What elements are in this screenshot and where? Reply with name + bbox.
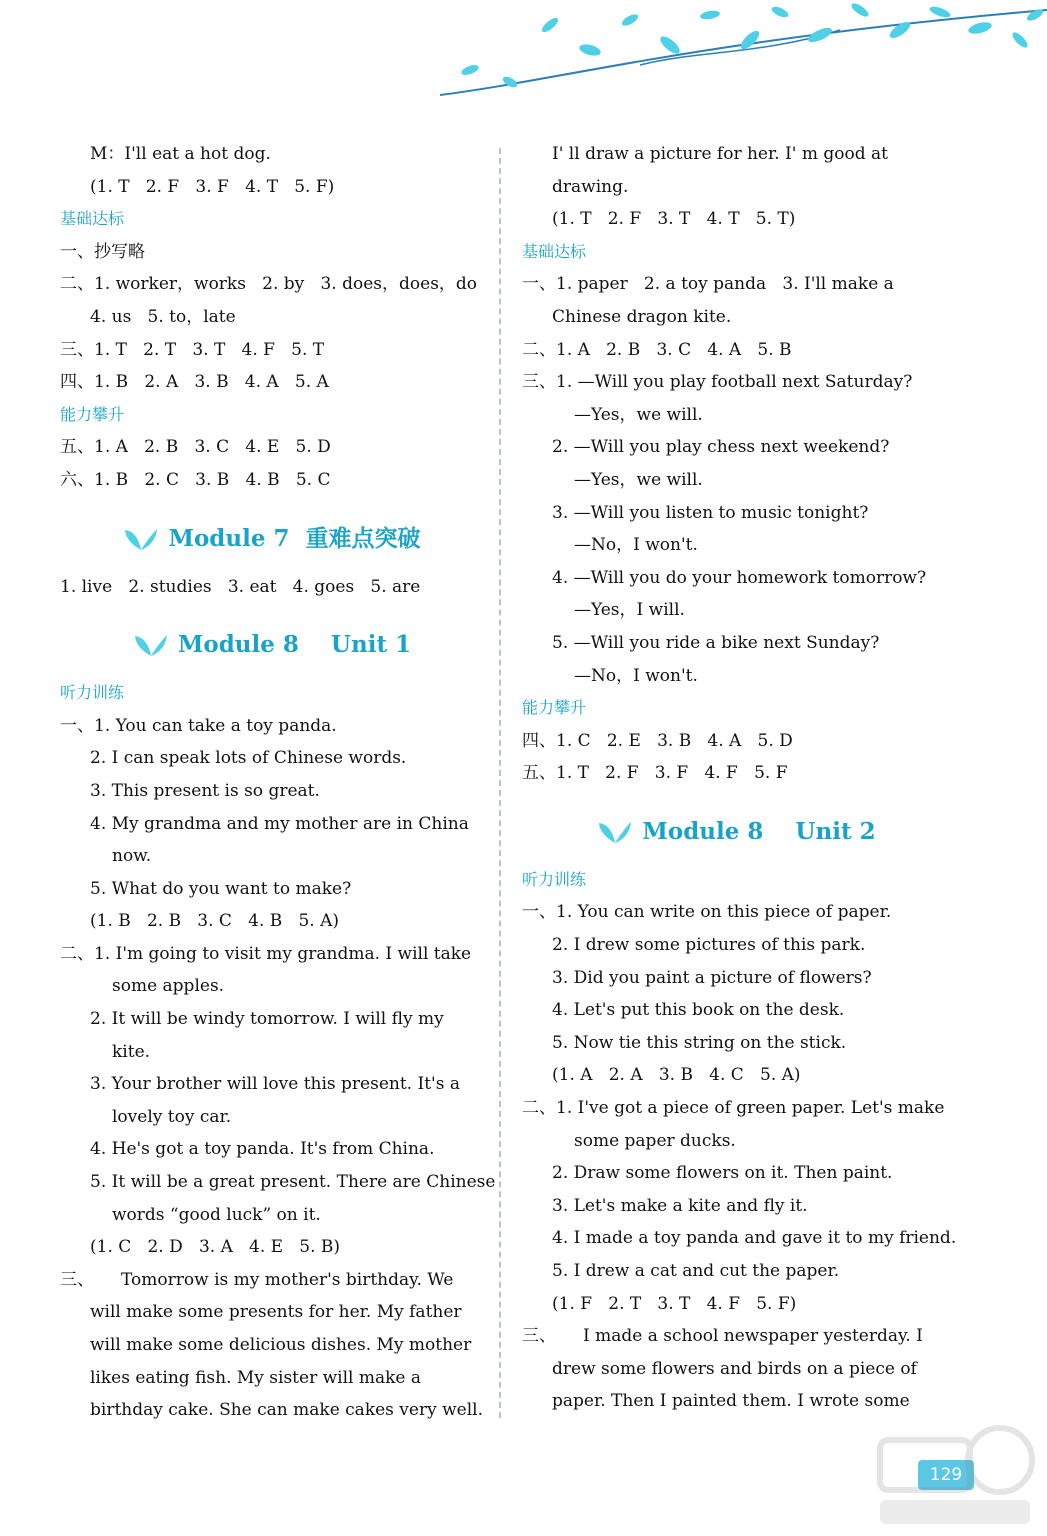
answer-line: 一、抄写略	[60, 241, 145, 262]
answer-line: 5. —Will you ride a bike next Sunday?	[552, 632, 880, 653]
answer-line: —Yes，we will.	[574, 469, 703, 490]
answer-line: Chinese dragon kite.	[552, 306, 732, 327]
section-label: 能力攀升	[522, 698, 587, 718]
answer-line: birthday cake. She can make cakes very well.	[90, 1400, 484, 1421]
answer-line: 二、1. I've got a piece of green paper. Let's make	[522, 1098, 945, 1119]
answer-line: 3. This present is so great.	[90, 780, 320, 801]
column-divider	[499, 148, 501, 1418]
answer-line: 三、1. T 2. T 3. T 4. F 5. T	[60, 339, 325, 360]
answer-line: 二、1. A 2. B 3. C 4. A 5. B	[522, 339, 792, 360]
module-heading-text: Module 7 重难点突破	[168, 524, 421, 552]
answer-line: 3. Let's make a kite and fly it.	[552, 1195, 808, 1216]
answer-line: some paper ducks.	[574, 1130, 736, 1151]
answer-line: drew some flowers and birds on a piece of	[552, 1358, 917, 1379]
answer-line: 2. Draw some flowers on it. Then paint.	[552, 1163, 893, 1184]
answer-line: (1. B 2. B 3. C 4. B 5. A)	[90, 911, 339, 932]
module-heading	[522, 800, 952, 864]
answer-line: 2. —Will you play chess next weekend?	[552, 437, 890, 458]
answer-line: 4. He's got a toy panda. It's from China.	[90, 1139, 435, 1160]
answer-line: 2. I drew some pictures of this park.	[552, 935, 866, 956]
answer-line: —Yes，we will.	[574, 404, 703, 425]
answer-line: 五、1. A 2. B 3. C 4. E 5. D	[60, 437, 331, 458]
answer-line: 1. live 2. studies 3. eat 4. goes 5. are	[60, 576, 421, 597]
answer-line: will make some presents for her. My father	[90, 1302, 462, 1323]
answer-line: 2. I can speak lots of Chinese words.	[90, 748, 407, 769]
answer-line: (1. T 2. F 3. T 4. T 5. T)	[552, 209, 796, 230]
module-heading-text: Module 8 Unit 2	[642, 817, 876, 845]
answer-line: —No，I won't.	[574, 535, 698, 556]
branch-decoration	[440, 0, 1047, 100]
answer-line: 4. I made a toy panda and gave it to my friend.	[552, 1228, 957, 1249]
answer-line: 4. My grandma and my mother are in China	[90, 813, 469, 834]
answer-line: 3. Your brother will love this present. It's a	[90, 1074, 460, 1095]
section-label: 能力攀升	[60, 404, 125, 424]
answer-line: drawing.	[552, 176, 629, 197]
leaf-icon	[124, 526, 158, 552]
section-label: 听力训练	[60, 683, 125, 703]
answer-line: 四、1. C 2. E 3. B 4. A 5. D	[522, 730, 793, 751]
answer-line: some apples.	[112, 976, 225, 997]
answer-line: 三、1. —Will you play football next Saturday?	[522, 372, 913, 393]
answer-line: 二、1. worker，works 2. by 3. does，does，do	[60, 274, 478, 295]
leaf-icon	[134, 632, 168, 658]
answer-line: 六、1. B 2. C 3. B 4. B 5. C	[60, 469, 331, 490]
answer-line: 5. I drew a cat and cut the paper.	[552, 1261, 840, 1281]
answer-line: likes eating fish. My sister will make a	[90, 1367, 422, 1388]
module-heading-text: Module 8 Unit 1	[177, 631, 412, 659]
answer-line: words “good luck” on it.	[112, 1204, 321, 1225]
answer-line: (1. A 2. A 3. B 4. C 5. A)	[552, 1065, 801, 1086]
answer-line: 5. What do you want to make?	[90, 878, 352, 899]
answer-line: will make some delicious dishes. My mother	[90, 1335, 472, 1355]
answer-line: 一、1. You can take a toy panda.	[60, 715, 337, 736]
leaf-icon	[598, 819, 632, 845]
answer-line: M：I'll eat a hot dog.	[90, 144, 271, 164]
answer-line: 5. It will be a great present. There are Chinese	[90, 1172, 496, 1193]
answer-line: (1. F 2. T 3. T 4. F 5. F)	[552, 1293, 797, 1314]
answer-line: 4. —Will you do your homework tomorrow?	[552, 567, 927, 588]
section-label: 听力训练	[522, 869, 587, 889]
answer-line: 四、1. B 2. A 3. B 4. A 5. A	[60, 372, 329, 393]
answer-line: 3. Did you paint a picture of flowers?	[552, 967, 872, 988]
answer-line: 五、1. T 2. F 3. F 4. F 5. F	[522, 763, 788, 784]
left-column	[60, 138, 496, 1427]
module-heading	[60, 613, 485, 677]
answer-line: lovely toy car.	[112, 1106, 232, 1127]
answer-line: —No，I won't.	[574, 665, 698, 686]
answer-line: 2. It will be windy tomorrow. I will fly my	[90, 1009, 444, 1030]
answer-line: kite.	[112, 1041, 151, 1062]
answer-line: 4. Let's put this book on the desk.	[552, 1000, 845, 1021]
answer-line: 5. Now tie this string on the stick.	[552, 1032, 847, 1053]
answer-line: 三、 I made a school newspaper yesterday. I	[522, 1326, 923, 1347]
answer-line: 一、1. paper 2. a toy panda 3. I'll make a	[522, 274, 894, 295]
answer-line: I' ll draw a picture for her. I' m good at	[552, 144, 888, 164]
answer-line: 二、1. I'm going to visit my grandma. I will take	[60, 943, 472, 964]
module-heading	[60, 507, 485, 571]
answer-line: (1. T 2. F 3. F 4. T 5. F)	[90, 176, 335, 197]
page-number: 129	[918, 1460, 974, 1490]
answer-line: (1. C 2. D 3. A 4. E 5. B)	[90, 1237, 341, 1258]
answer-line: 一、1. You can write on this piece of paper.	[522, 902, 892, 923]
answer-line: paper. Then I painted them. I wrote some	[552, 1391, 910, 1412]
answer-line: now.	[112, 846, 152, 867]
answer-line: 3. —Will you listen to music tonight?	[552, 502, 869, 523]
section-label: 基础达标	[522, 241, 587, 261]
section-label: 基础达标	[60, 209, 125, 229]
right-column	[522, 138, 957, 1418]
answer-line: —Yes，I will.	[574, 600, 685, 621]
answer-line: 三、 Tomorrow is my mother's birthday. We	[60, 1269, 454, 1290]
watermark-logo	[870, 1420, 1040, 1530]
answer-line: 4. us 5. to，late	[90, 306, 236, 327]
